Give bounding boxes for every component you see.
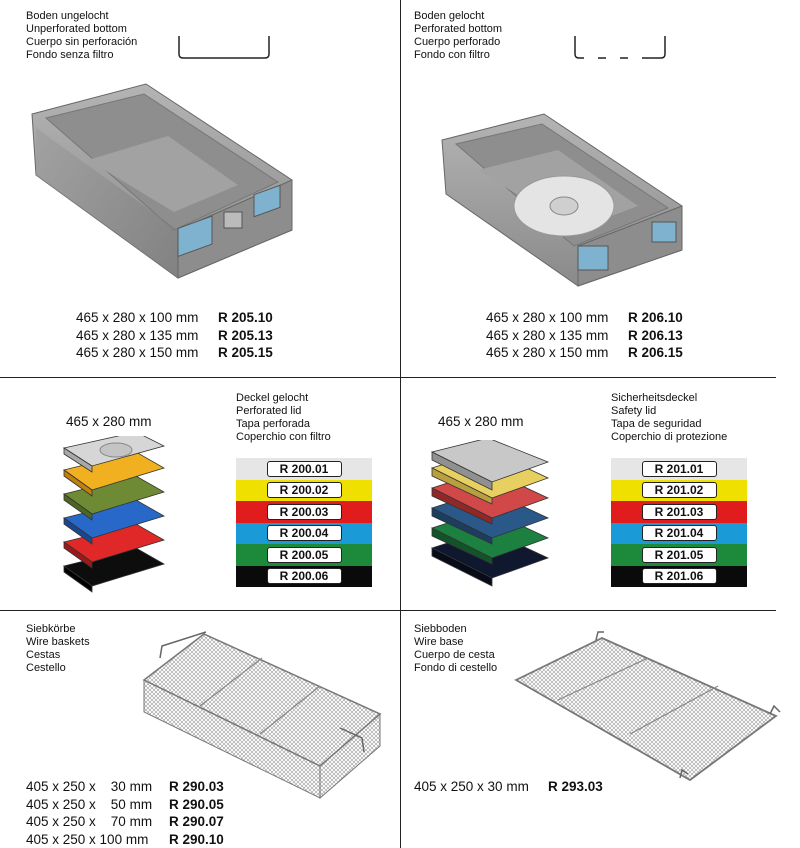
- article-code: R 293.03: [548, 779, 603, 794]
- color-bar: [236, 480, 372, 502]
- label-line: Boden gelocht: [414, 10, 485, 22]
- perforated-lids-stack-image: [60, 436, 170, 606]
- article-code: R 205.10: [218, 310, 273, 325]
- label-line: Coperchio con filtro: [236, 431, 331, 443]
- horizontal-divider-bottom: [0, 610, 776, 611]
- size-row: [26, 778, 224, 796]
- label-line: Cuerpo sin perforación: [26, 36, 138, 48]
- label-line: Cuerpo perforado: [414, 36, 501, 48]
- article-code: R 206.13: [628, 327, 683, 343]
- size-row: [26, 831, 224, 848]
- size-dimension: 465 x 280 x 100 mm: [76, 310, 199, 325]
- label-line: Unperforated bottom: [26, 23, 127, 35]
- label-line: Fondo senza filtro: [26, 49, 114, 61]
- label-line: Cestas: [26, 649, 61, 661]
- article-code: R 205.15: [218, 345, 273, 360]
- size-dimension: 405 x 250 x 50 mm: [26, 796, 153, 812]
- label-line: Fondo con filtro: [414, 49, 490, 61]
- label-line: Perforated bottom: [414, 23, 503, 35]
- mid-left-color-codes: [236, 458, 372, 587]
- label-line: Cestello: [26, 662, 66, 674]
- code-label: R 200.03: [267, 504, 342, 520]
- size-row: [26, 796, 224, 814]
- color-bar: [236, 501, 372, 523]
- wire-base-image: [512, 630, 782, 786]
- size-row: [76, 327, 273, 345]
- label-line: Wire base: [414, 636, 464, 648]
- label-line: Sicherheitsdeckel: [611, 392, 698, 404]
- label-line: Perforated lid: [236, 405, 302, 417]
- article-code: R 290.03: [169, 779, 224, 794]
- size-row: [76, 344, 273, 362]
- size-dimension: 465 x 280 x 150 mm: [76, 345, 199, 360]
- code-label: R 200.01: [267, 461, 342, 477]
- color-bar: [611, 480, 747, 502]
- code-label: R 200.05: [267, 547, 342, 563]
- size-dimension: 405 x 250 x 70 mm: [26, 814, 153, 829]
- color-bar: [611, 566, 747, 588]
- label-line: Deckel gelocht: [236, 392, 309, 404]
- label-line: Tapa de seguridad: [611, 418, 702, 430]
- size-row: [414, 778, 603, 796]
- color-bar: [611, 544, 747, 566]
- code-label: R 201.04: [642, 525, 717, 541]
- top-left-sizes: [76, 309, 273, 362]
- label-line: Cuerpo de cesta: [414, 649, 495, 661]
- top-right-label: [414, 10, 502, 62]
- perforated-bottom-icon: [572, 34, 672, 64]
- container-perforated-image: [438, 110, 688, 290]
- code-label: R 200.06: [267, 568, 342, 584]
- size-dimension: 405 x 250 x 30 mm: [414, 779, 529, 794]
- size-dimension: 405 x 250 x 30 mm: [26, 779, 153, 794]
- label-line: Tapa perforada: [236, 418, 310, 430]
- safety-lid-dimension: 465 x 280 mm: [438, 414, 524, 429]
- size-row: [486, 327, 683, 345]
- label-line: Siebboden: [414, 623, 467, 635]
- label-line: Fondo di cestello: [414, 662, 498, 674]
- size-row: [486, 344, 683, 362]
- mid-right-label: [611, 392, 727, 444]
- article-code: R 290.10: [169, 831, 224, 847]
- size-dimension: 405 x 250 x 100 mm: [26, 831, 149, 847]
- vertical-divider: [400, 0, 401, 848]
- bottom-right-label: [414, 623, 497, 675]
- safety-lids-stack-image: [428, 440, 552, 590]
- size-dimension: 465 x 280 x 135 mm: [486, 327, 609, 343]
- label-line: Boden ungelocht: [26, 10, 109, 22]
- article-code: R 290.05: [169, 796, 224, 812]
- bottom-left-sizes: [26, 778, 224, 848]
- code-label: R 200.04: [267, 525, 342, 541]
- color-bar: [611, 458, 747, 480]
- article-code: R 206.15: [628, 345, 683, 360]
- size-dimension: 465 x 280 x 150 mm: [486, 345, 609, 360]
- top-left-label: [26, 10, 137, 62]
- article-code: R 206.10: [628, 310, 683, 325]
- bottom-left-label: [26, 623, 90, 675]
- mid-left-label: [236, 392, 331, 444]
- size-row: [26, 813, 224, 831]
- horizontal-divider-top: [0, 377, 776, 378]
- label-line: Coperchio di protezione: [611, 431, 728, 443]
- color-bar: [611, 523, 747, 545]
- code-label: R 201.06: [642, 568, 717, 584]
- label-line: Siebkörbe: [26, 623, 76, 635]
- color-bar: [236, 458, 372, 480]
- color-bar: [236, 544, 372, 566]
- size-dimension: 465 x 280 x 135 mm: [76, 327, 199, 343]
- size-row: [76, 309, 273, 327]
- color-bar: [611, 501, 747, 523]
- unperforated-bottom-icon: [176, 34, 276, 64]
- label-line: Safety lid: [611, 405, 657, 417]
- code-label: R 201.03: [642, 504, 717, 520]
- label-line: Wire baskets: [26, 636, 90, 648]
- size-row: [486, 309, 683, 327]
- code-label: R 200.02: [267, 482, 342, 498]
- lid-dimension: 465 x 280 mm: [66, 414, 152, 429]
- code-label: R 201.05: [642, 547, 717, 563]
- bottom-right-sizes: [414, 778, 603, 796]
- mid-right-color-codes: [611, 458, 747, 587]
- container-unperforated-image: [28, 80, 298, 285]
- article-code: R 205.13: [218, 327, 273, 343]
- size-dimension: 465 x 280 x 100 mm: [486, 310, 609, 325]
- color-bar: [236, 523, 372, 545]
- top-right-sizes: [486, 309, 683, 362]
- article-code: R 290.07: [169, 814, 224, 829]
- code-label: R 201.02: [642, 482, 717, 498]
- color-bar: [236, 566, 372, 588]
- code-label: R 201.01: [642, 461, 717, 477]
